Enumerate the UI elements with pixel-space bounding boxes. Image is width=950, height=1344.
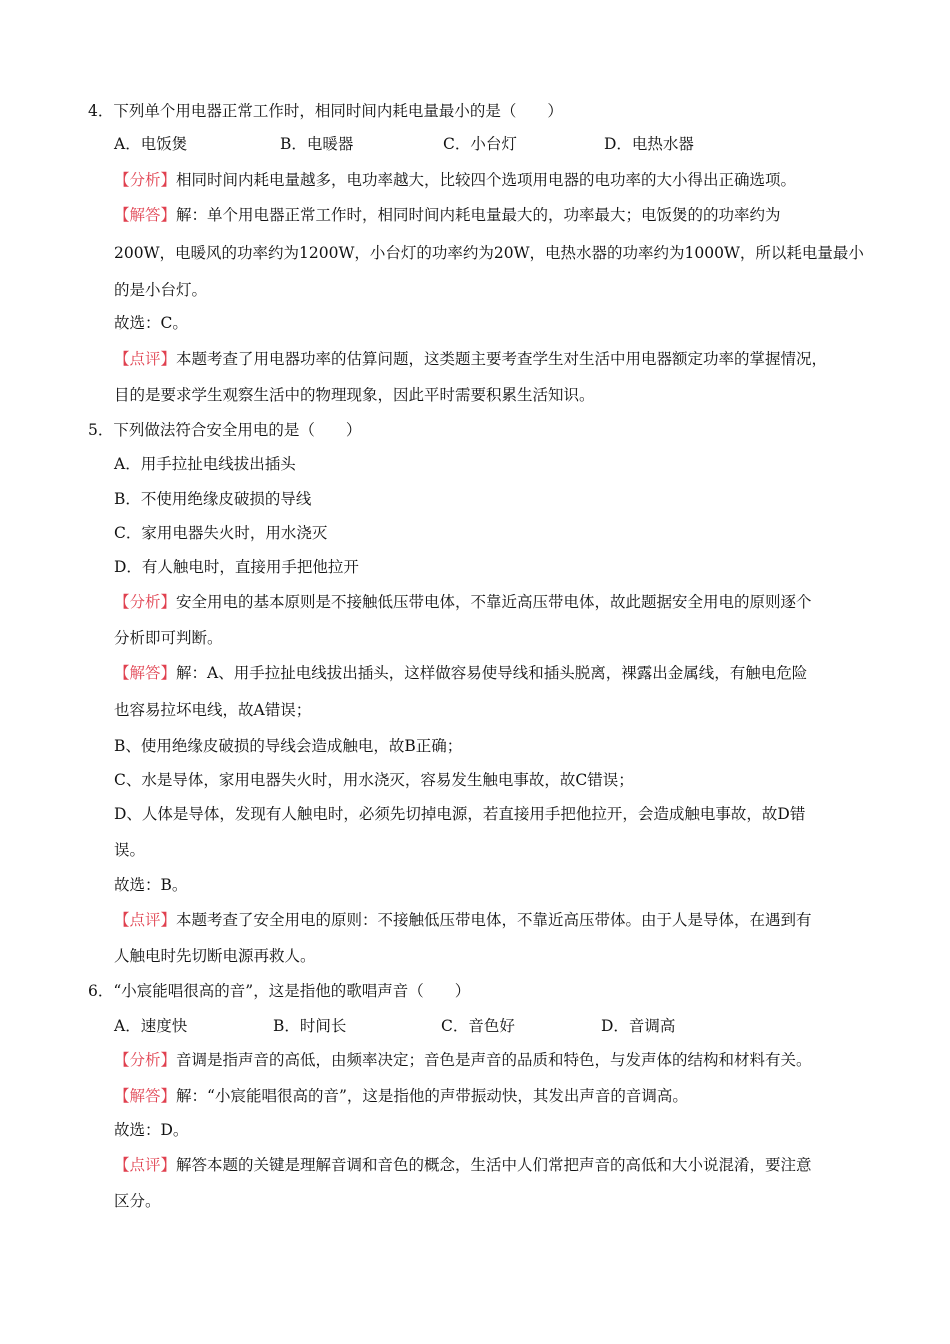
review-text: 本题考查了安全用电的原则：不接触低压带电体，不靠近高压带体。由于人是导体，在遇到有 bbox=[176, 911, 812, 929]
answer-text: 解：A、用手拉扯电线拔出插头，这样做容易使导线和插头脱离，裸露出金属线，有触电危险 bbox=[176, 664, 808, 682]
q6-analysis bbox=[114, 1050, 812, 1070]
q6-choice: 故选：D。 bbox=[114, 1121, 189, 1139]
q5-answer-line-5: D、人体是导体，发现有人触电时，必须先切掉电源，若直接用手把他拉开，会造成触电事故，故D错 bbox=[114, 805, 806, 823]
q4-answer-line-2: 200W，电暖风的功率约为1200W，小台灯的功率约为20W，电热水器的功率约为1000W，所以耗电量最小 bbox=[114, 244, 864, 262]
q5-review-line-2: 人触电时先切断电源再救人。 bbox=[114, 947, 316, 965]
q6-review-line-2: 区分。 bbox=[114, 1192, 161, 1210]
analysis-text: 相同时间内耗电量越多，电功率越大，比较四个选项用电器的电功率的大小得出正确选项。 bbox=[176, 171, 797, 189]
review-tag: 【点评】 bbox=[114, 350, 177, 368]
analysis-tag: 【分析】 bbox=[114, 171, 177, 189]
review-tag: 【点评】 bbox=[114, 1156, 177, 1174]
q5-option-a: A．用手拉扯电线拔出插头 bbox=[114, 455, 296, 473]
q4-review-line-1 bbox=[114, 349, 827, 369]
q4-option-b: B．电暖器 bbox=[280, 135, 354, 153]
answer-tag: 【解答】 bbox=[114, 1087, 177, 1105]
q5-answer-line-4: C、水是导体，家用电器失火时，用水浇灭，容易发生触电事故，故C错误； bbox=[114, 771, 634, 789]
q5-analysis-line-1 bbox=[114, 592, 812, 612]
question-4-stem: 4．下列单个用电器正常工作时，相同时间内耗电量最小的是（ ） bbox=[88, 102, 563, 120]
answer-text: 解：“小宸能唱很高的音”，这是指他的声带振动快，其发出声音的音调高。 bbox=[176, 1087, 688, 1105]
q5-answer-line-6: 误。 bbox=[114, 841, 146, 859]
q4-answer-line-3: 的是小台灯。 bbox=[114, 281, 208, 299]
q4-answer-line-1 bbox=[114, 205, 781, 225]
q5-answer-line-2: 也容易拉坏电线，故A错误； bbox=[114, 701, 312, 719]
analysis-tag: 【分析】 bbox=[114, 1051, 177, 1069]
review-text: 解答本题的关键是理解音调和音色的概念，生活中人们常把声音的高低和大小说混淆，要注意 bbox=[176, 1156, 812, 1174]
q5-analysis-line-2: 分析即可判断。 bbox=[114, 629, 223, 647]
q5-answer-line-1 bbox=[114, 663, 807, 683]
q6-option-c: C．音色好 bbox=[441, 1017, 515, 1035]
q5-choice: 故选：B。 bbox=[114, 876, 188, 894]
q6-option-b: B．时间长 bbox=[273, 1017, 347, 1035]
q5-option-d: D．有人触电时，直接用手把他拉开 bbox=[114, 558, 359, 576]
q4-choice: 故选：C。 bbox=[114, 314, 188, 332]
answer-text: 解：单个用电器正常工作时，相同时间内耗电量最大的，功率最大；电饭煲的的功率约为 bbox=[176, 206, 781, 224]
q6-review-line-1 bbox=[114, 1155, 812, 1175]
q4-review-line-2: 目的是要求学生观察生活中的物理现象，因此平时需要积累生活知识。 bbox=[114, 386, 595, 404]
analysis-text: 安全用电的基本原则是不接触低压带电体，不靠近高压带电体，故此题据安全用电的原则逐个 bbox=[176, 593, 812, 611]
answer-tag: 【解答】 bbox=[114, 664, 177, 682]
analysis-text: 音调是指声音的高低，由频率决定；音色是声音的品质和特色，与发声体的结构和材料有关。 bbox=[176, 1051, 812, 1069]
review-text: 本题考查了用电器功率的估算问题，这类题主要考查学生对生活中用电器额定功率的掌握情况， bbox=[176, 350, 828, 368]
analysis-tag: 【分析】 bbox=[114, 593, 177, 611]
question-6-stem: 6．“小宸能唱很高的音”，这是指他的歌唱声音（ ） bbox=[88, 982, 471, 1000]
q4-option-c: C．小台灯 bbox=[443, 135, 517, 153]
q6-option-d: D．音调高 bbox=[601, 1017, 676, 1035]
q4-analysis bbox=[114, 170, 796, 190]
question-5-stem: 5．下列做法符合安全用电的是（ ） bbox=[88, 421, 362, 439]
q5-option-c: C．家用电器失火时，用水浇灭 bbox=[114, 524, 328, 542]
q5-review-line-1 bbox=[114, 910, 812, 930]
q4-option-d: D．电热水器 bbox=[604, 135, 694, 153]
q5-answer-line-3: B、使用绝缘皮破损的导线会造成触电，故B正确； bbox=[114, 737, 463, 755]
q6-option-a: A．速度快 bbox=[114, 1017, 188, 1035]
q5-option-b: B．不使用绝缘皮破损的导线 bbox=[114, 490, 312, 508]
answer-tag: 【解答】 bbox=[114, 206, 177, 224]
q4-option-a: A．电饭煲 bbox=[114, 135, 188, 153]
review-tag: 【点评】 bbox=[114, 911, 177, 929]
q6-answer bbox=[114, 1086, 688, 1106]
